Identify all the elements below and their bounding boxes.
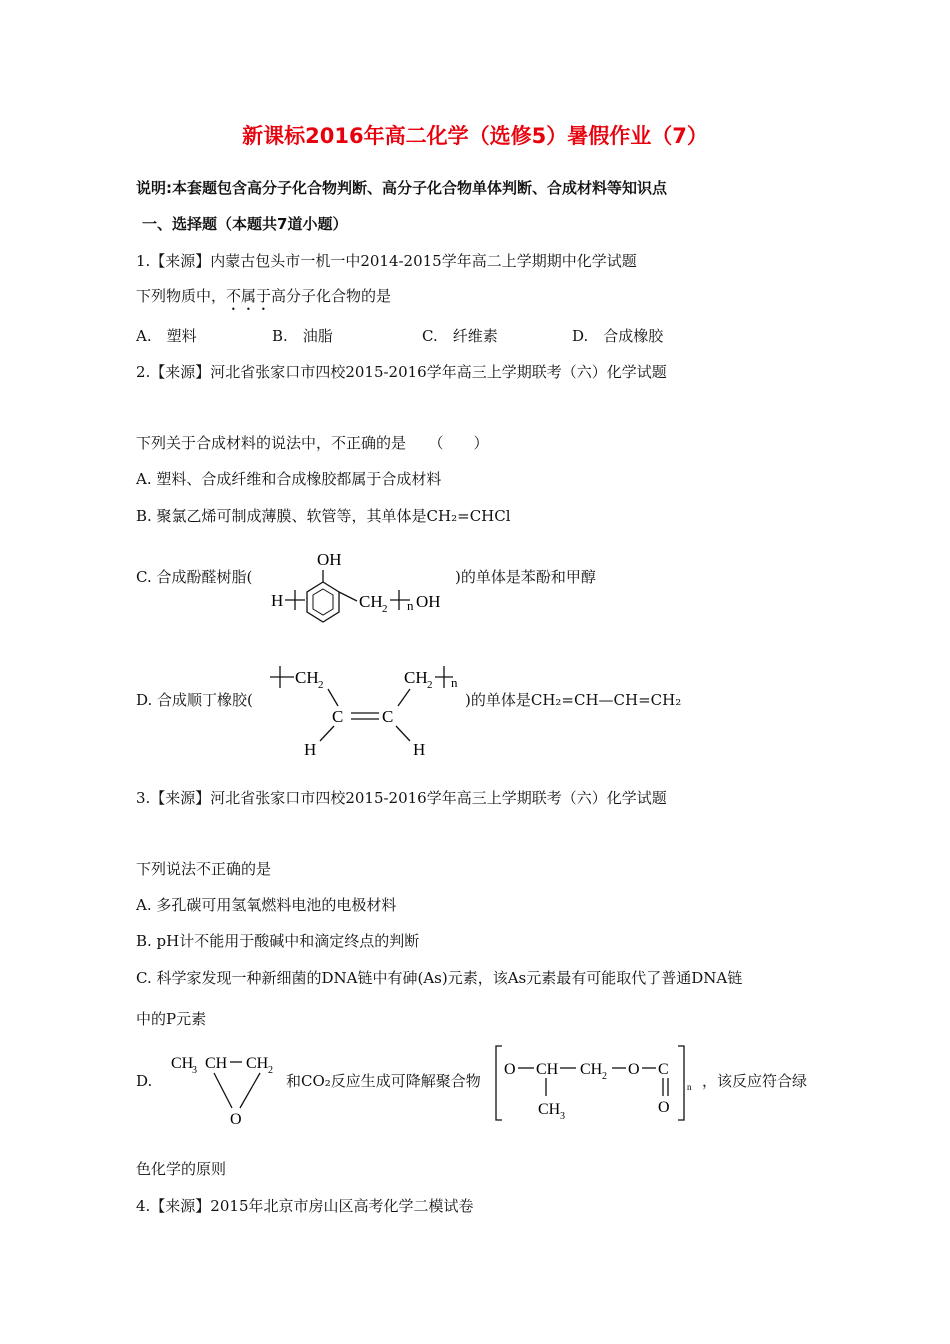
q3-option-d-cont: 色化学的原则 bbox=[136, 1160, 227, 1178]
phenol-h: H bbox=[271, 591, 284, 610]
q3-option-c-cont: 中的P元素 bbox=[136, 1010, 207, 1028]
q1-stem-emphasis: 不属于 bbox=[226, 287, 272, 305]
q2-option-d-post: )的单体是CH₂=CH—CH=CH₂ bbox=[465, 691, 682, 709]
q1-option-d[interactable]: D. 合成橡胶 bbox=[572, 327, 664, 345]
q1-stem-post: 高分子化合物的是 bbox=[271, 287, 392, 305]
epoxide-ch3: CH bbox=[171, 1055, 194, 1072]
phenol-formaldehyde-structure bbox=[265, 545, 455, 630]
polymer-ch3-sub: 3 bbox=[560, 1111, 565, 1122]
q3-option-c[interactable]: C. 科学家发现一种新细菌的DNA链中有砷(As)元素，该As元素最有可能取代了普通DNA链 bbox=[136, 969, 743, 987]
q3-source: 3.【来源】河北省张家口市四校2015-2016学年高三上学期联考（六）化学试题 bbox=[136, 789, 667, 807]
q2-option-c-post: )的单体是苯酚和甲醇 bbox=[455, 568, 596, 586]
phenol-oh-end: OH bbox=[416, 592, 441, 611]
polymer-ch2-sub: 2 bbox=[602, 1071, 607, 1082]
q1-option-a[interactable]: A. 塑料 bbox=[136, 327, 197, 345]
rubber-c-right: C bbox=[382, 707, 394, 726]
description: 说明:本套题包含高分子化合物判断、高分子化合物单体判断、合成材料等知识点 bbox=[136, 179, 668, 197]
epoxide-ch2-sub: 2 bbox=[268, 1065, 273, 1076]
q3-option-d-mid: 和CO₂反应生成可降解聚合物 bbox=[286, 1072, 481, 1090]
q1-option-b[interactable]: B. 油脂 bbox=[272, 327, 333, 345]
q1-option-c[interactable]: C. 纤维素 bbox=[422, 327, 498, 345]
polymer-ch: CH bbox=[536, 1061, 559, 1078]
rubber-c-left: C bbox=[332, 707, 344, 726]
rubber-n: n bbox=[451, 675, 458, 690]
polymer-c: C bbox=[658, 1061, 669, 1078]
phenol-ch2-sub: 2 bbox=[382, 603, 388, 615]
phenol-oh: OH bbox=[317, 550, 342, 569]
section-heading: 一、选择题（本题共7道小题） bbox=[142, 215, 348, 233]
polymer-n: n bbox=[687, 1082, 692, 1092]
rubber-ch2-right-sub: 2 bbox=[427, 679, 433, 691]
rubber-ch2-left: CH bbox=[295, 668, 319, 687]
epoxide-o: O bbox=[230, 1111, 242, 1128]
phenol-n: n bbox=[407, 598, 414, 613]
q3-option-b[interactable]: B. pH计不能用于酸碱中和滴定终点的判断 bbox=[136, 932, 420, 950]
propylene-oxide-structure bbox=[168, 1048, 288, 1130]
q2-stem: 下列关于合成材料的说法中，不正确的是 （ ） bbox=[136, 434, 489, 452]
q2-option-c-pre[interactable]: C. 合成酚醛树脂( bbox=[136, 568, 253, 586]
polycarbonate-structure bbox=[494, 1042, 696, 1124]
polymer-ch2: CH bbox=[580, 1061, 603, 1078]
polymer-o-carbonyl: O bbox=[658, 1099, 670, 1116]
cis-polybutadiene-structure bbox=[268, 660, 468, 760]
epoxide-ch2: CH bbox=[246, 1055, 269, 1072]
q1-stem-pre: 下列物质中， bbox=[136, 287, 227, 305]
q4-source: 4.【来源】2015年北京市房山区高考化学二模试卷 bbox=[136, 1197, 474, 1215]
q3-option-a[interactable]: A. 多孔碳可用氢氧燃料电池的电极材料 bbox=[136, 896, 397, 914]
q3-option-d-post: ，该反应符合绿 bbox=[702, 1072, 808, 1090]
q2-option-a[interactable]: A. 塑料、合成纤维和合成橡胶都属于合成材料 bbox=[136, 470, 442, 488]
rubber-ch2-left-sub: 2 bbox=[318, 679, 324, 691]
polymer-ch3: CH bbox=[538, 1101, 561, 1118]
page-title: 新课标2016年高二化学（选修5）暑假作业（7） bbox=[242, 124, 708, 148]
epoxide-ch: CH bbox=[205, 1055, 228, 1072]
polymer-o-2: O bbox=[628, 1061, 640, 1078]
q1-stem bbox=[136, 286, 391, 314]
q3-stem: 下列说法不正确的是 bbox=[136, 860, 272, 878]
rubber-h-left: H bbox=[304, 740, 317, 759]
epoxide-ch3-sub: 3 bbox=[192, 1065, 197, 1076]
q2-option-b[interactable]: B. 聚氯乙烯可制成薄膜、软管等，其单体是CH₂=CHCl bbox=[136, 507, 511, 525]
rubber-h-right: H bbox=[413, 740, 426, 759]
q1-source: 1.【来源】内蒙古包头市一机一中2014-2015学年高二上学期期中化学试题 bbox=[136, 252, 637, 270]
q2-source: 2.【来源】河北省张家口市四校2015-2016学年高三上学期联考（六）化学试题 bbox=[136, 363, 667, 381]
q1-options bbox=[136, 326, 836, 346]
phenol-ch2: CH bbox=[359, 592, 383, 611]
polymer-o-1: O bbox=[504, 1061, 516, 1078]
q3-option-d-label[interactable]: D. bbox=[136, 1072, 153, 1090]
rubber-ch2-right: CH bbox=[404, 668, 428, 687]
q2-option-d-pre[interactable]: D. 合成顺丁橡胶( bbox=[136, 691, 253, 709]
